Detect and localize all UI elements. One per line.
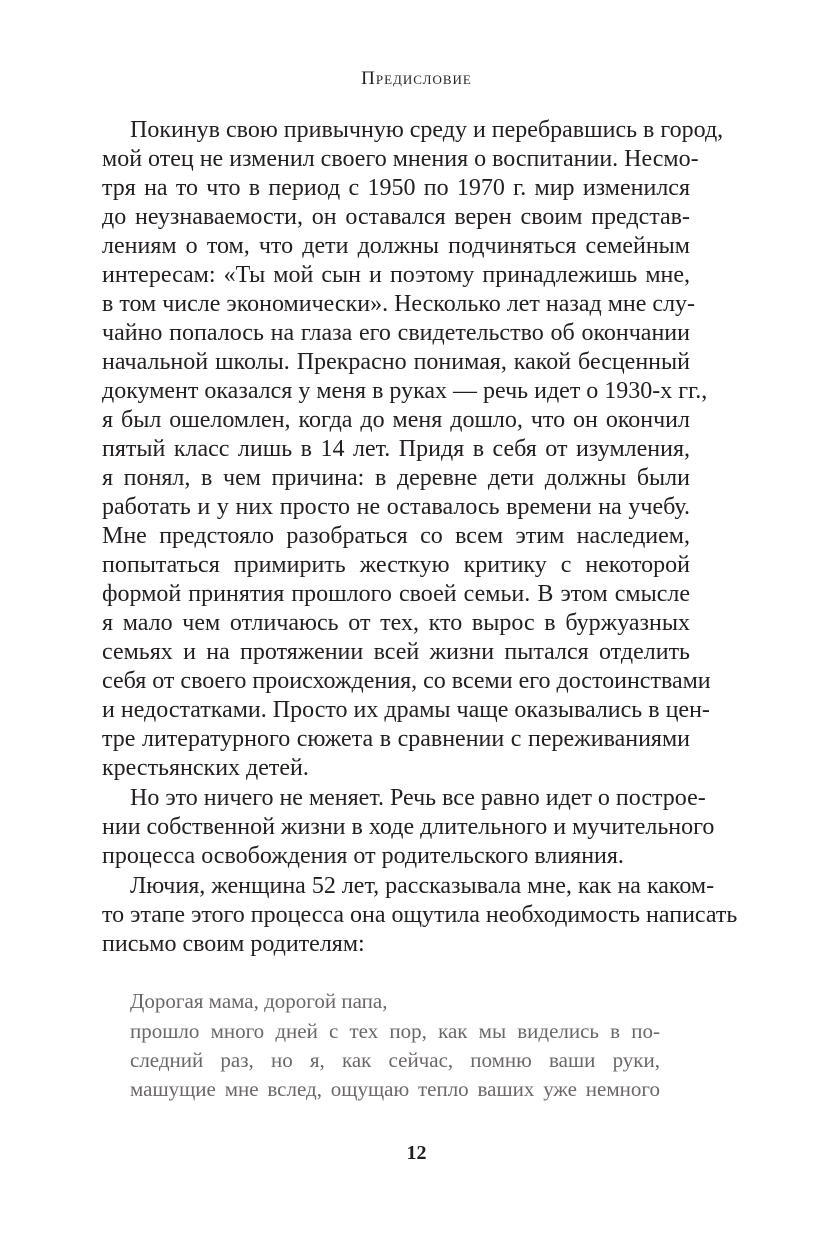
running-head: Предисловие (361, 68, 472, 89)
text-line: интересам: «Ты мой сын и поэтому принадлежишь мне, (102, 262, 690, 288)
text-line: начальной школы. Прекрасно понимая, какой бесценный (102, 349, 690, 375)
text-line: крестьянских детей. (102, 755, 309, 781)
text-line: Покинув свою привычную среду и перебравшись в город, (130, 117, 724, 143)
text-line: мой отец не изменил своего мнения о воспитании. Несмо- (102, 146, 699, 172)
text-line: тре литературного сюжета в сравнении с переживаниями (102, 726, 690, 752)
text-line: до неузнаваемости, он оставался верен своим представ- (102, 204, 690, 230)
text-line: работать и у них просто не оставалось времени на учебу. (102, 494, 690, 520)
text-line: себя от своего происхождения, со всеми его достоинствами (102, 668, 711, 694)
text-line: и недостатками. Просто их драмы чаще оказывались в цен- (102, 697, 710, 723)
quote-line: машущие мне вслед, ощущаю тепло ваших уже немного (130, 1077, 660, 1101)
text-line: процесса освобождения от родительского влияния. (102, 843, 624, 869)
text-line: я был ошеломлен, когда до меня дошло, что он окончил (102, 407, 690, 433)
text-line: семьях и на протяжении всей жизни пытался отделить (102, 639, 690, 665)
text-line: я мало чем отличаюсь от тех, кто вырос в буржуазных (102, 610, 690, 636)
text-line: письмо своим родителям: (102, 931, 365, 957)
text-line: Лючия, женщина 52 лет, рассказывала мне, как на каком- (130, 873, 715, 899)
text-line: пятый класс лишь в 14 лет. Придя в себя от изумления, (102, 436, 690, 462)
text-line: нии собственной жизни в ходе длительного и мучительного (102, 814, 715, 840)
quote-line: Дорогая мама, дорогой папа, (130, 989, 388, 1013)
text-line: формой принятия прошлого своей семьи. В этом смысле (102, 581, 690, 607)
text-line: попытаться примирить жесткую критику с некоторой (102, 552, 690, 578)
quote-line: следний раз, но я, как сейчас, помню ваши руки, (130, 1048, 660, 1072)
text-line: тря на то что в период с 1950 по 1970 г. мир изменился (102, 175, 690, 201)
text-line: я понял, в чем причина: в деревне дети должны были (102, 465, 690, 491)
text-line: то этапе этого процесса она ощутила необходимость написать (102, 902, 738, 928)
text-line: документ оказался у меня в руках — речь идет о 1930-х гг., (102, 378, 708, 404)
text-line: Мне предстояло разобраться со всем этим наследием, (102, 523, 690, 549)
quote-line: прошло много дней с тех пор, как мы виделись в по- (130, 1019, 660, 1043)
text-line: в том числе экономически». Несколько лет назад мне слу- (102, 291, 696, 317)
page-number: 12 (406, 1142, 427, 1164)
text-line: Но это ничего не меняет. Речь все равно идет о построе- (130, 785, 706, 811)
text-line: лениям о том, что дети должны подчиняться семейным (102, 233, 690, 259)
text-line: чайно попалось на глаза его свидетельство об окончании (102, 320, 690, 346)
